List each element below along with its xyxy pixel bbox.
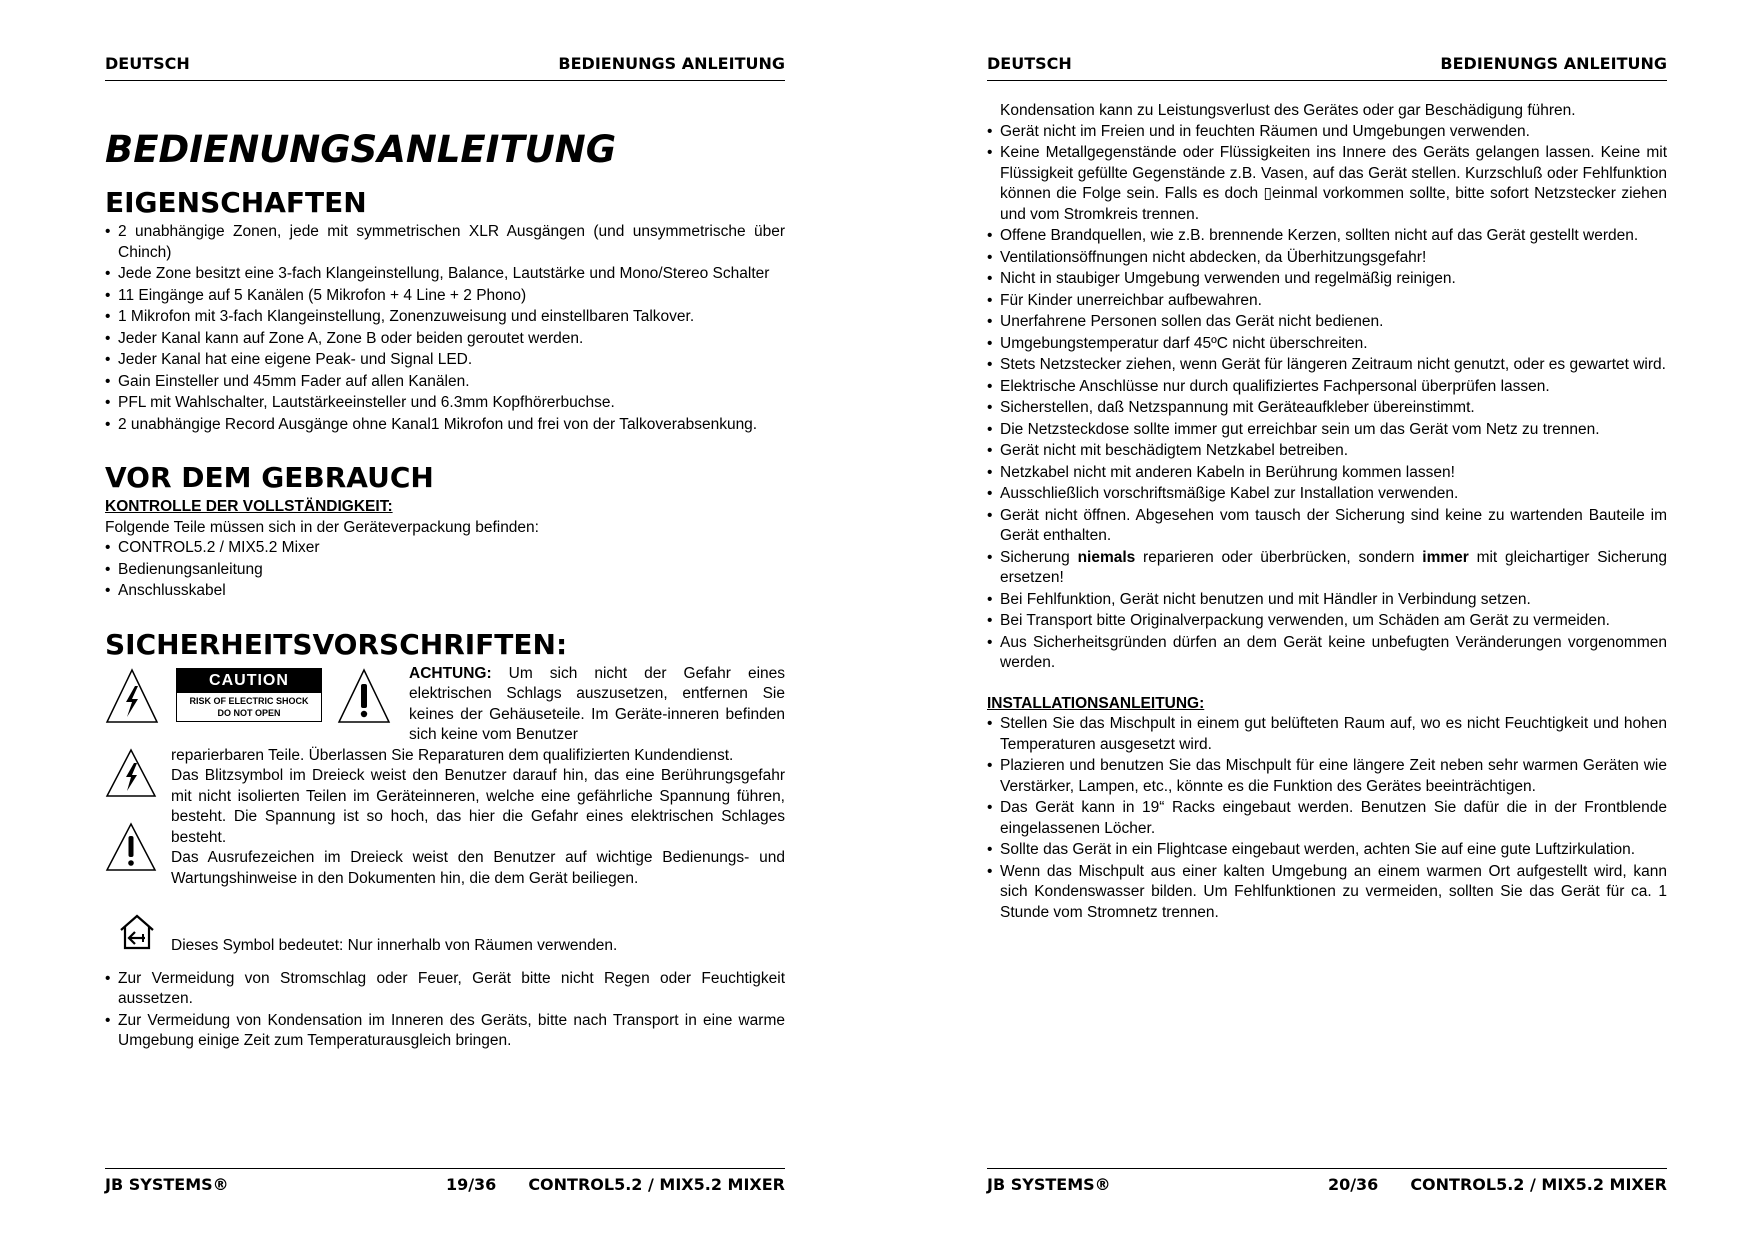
list-item: • 2 unabhängige Record Ausgänge ohne Kanal1 Mikrofon und frei von der Talkoverabsenkung.: [105, 415, 785, 436]
list-item: • Stets Netzstecker ziehen, wenn Gerät für längeren Zeitraum nicht genutzt, oder es gewartet wird.: [987, 355, 1667, 376]
fuse-text-always: immer: [1422, 548, 1469, 566]
list-item: • CONTROL5.2 / MIX5.2 Mixer: [105, 538, 785, 559]
footer-brand: JB SYSTEMS®: [987, 1174, 1111, 1194]
list-item: • PFL mit Wahlschalter, Lautstärkeeinsteller und 6.3mm Kopfhörerbuchse.: [105, 393, 785, 414]
header-doc-title: BEDIENUNGS ANLEITUNG: [558, 54, 785, 73]
header-language: DEUTSCH: [105, 54, 190, 73]
footer-product: CONTROL5.2 / MIX5.2 MIXER: [1410, 1174, 1667, 1194]
list-item: • Netzkabel nicht mit anderen Kabeln in Berührung kommen lassen!: [987, 463, 1667, 484]
exclamation-explanation: Das Ausrufezeichen im Dreieck weist den Benutzer auf wichtige Bedienungs- und Wartungshinweise in den Dokumenten hin, die dem Gerät beiliegen.: [171, 849, 785, 887]
caution-label: [176, 668, 322, 722]
fuse-text-e: mit gleichartiger Sicherung ersetzen!: [1000, 548, 1667, 586]
attention-text-b: reparierbaren Teile. Überlassen Sie Reparaturen dem qualifizierten Kundendienst.: [171, 746, 734, 764]
safety-heading: SICHERHEITSVORSCHRIFTEN:: [105, 627, 568, 661]
list-item: • Offene Brandquellen, wie z.B. brennende Kerzen, sollten nicht auf das Gerät gestellt werden.: [987, 226, 1667, 247]
list-item: • Bei Fehlfunktion, Gerät nicht benutzen und mit Händler in Verbindung setzen.: [987, 590, 1667, 611]
page-header: [105, 54, 785, 81]
list-item: • Jeder Kanal hat eine eigene Peak- und Signal LED.: [105, 350, 785, 371]
list-item: • Sollte das Gerät in ein Flightcase eingebaut werden, achten Sie auf eine gute Luftzirkulation.: [987, 840, 1667, 861]
features-list: [105, 222, 785, 435]
list-item: • Nicht in staubiger Umgebung verwenden und regelmäßig reinigen.: [987, 269, 1667, 290]
fuse-item: [987, 548, 1667, 589]
list-item: • 11 Eingänge auf 5 Kanälen (5 Mikrofon + 4 Line + 2 Phono): [105, 286, 785, 307]
exclamation-warning-icon: [337, 668, 391, 724]
symbol-explanations: [171, 746, 785, 890]
page-right: [987, 0, 1667, 1240]
list-item: • Elektrische Anschlüsse nur durch qualifiziertes Fachpersonal überprüfen lassen.: [987, 377, 1667, 398]
list-item: • Das Gerät kann in 19“ Racks eingebaut werden. Benutzen Sie dafür die in der Frontblende eingelassenen Löcher.: [987, 798, 1667, 839]
indoor-explanation: Dieses Symbol bedeutet: Nur innerhalb von Räumen verwenden.: [171, 936, 618, 954]
lightning-explanation: Das Blitzsymbol im Dreieck weist den Benutzer darauf hin, das eine Berührungsgefahr mit nicht isolierten Teilen im Geräteinneren, welche eine gefährliche Spannung führen, besteht. Die Spannung ist so hoch, das hier die Gefahr eines elektrischen Schlages besteht.: [171, 767, 785, 846]
list-item: • Bedienungsanleitung: [105, 560, 785, 581]
lightning-symbol-icon: [105, 748, 157, 798]
completeness-intro: Folgende Teile müssen sich in der Geräteverpackung befinden:: [105, 518, 539, 536]
header-doc-title: BEDIENUNGS ANLEITUNG: [1440, 54, 1667, 73]
list-item: • Gerät nicht im Freien und in feuchten Räumen und Umgebungen verwenden.: [987, 122, 1667, 143]
before-use-heading: VOR DEM GEBRAUCH: [105, 461, 434, 494]
footer-product: CONTROL5.2 / MIX5.2 MIXER: [528, 1174, 785, 1194]
completeness-subheading: KONTROLLE DER VOLLSTÄNDIGKEIT:: [105, 498, 393, 515]
continuation-text: Kondensation kann zu Leistungsverlust des Gerätes oder gar Beschädigung führen.: [1000, 102, 1576, 119]
indoor-symbol-text: [105, 936, 785, 957]
list-item: • Ventilationsöffnungen nicht abdecken, da Überhitzungsgefahr!: [987, 248, 1667, 269]
exclamation-symbol-icon: [105, 822, 157, 872]
caution-title: CAUTION: [177, 669, 321, 693]
list-item: • Jeder Kanal kann auf Zone A, Zone B oder beiden geroutet werden.: [105, 329, 785, 350]
installation-list: [987, 714, 1667, 923]
list-item: • Aus Sicherheitsgründen dürfen an dem Gerät keine unbefugten Veränderungen vorgenommen werden.: [987, 633, 1667, 674]
fuse-text-never: niemals: [1077, 548, 1136, 566]
list-item: • Zur Vermeidung von Stromschlag oder Feuer, Gerät bitte nicht Regen oder Feuchtigkeit aussetzen.: [105, 969, 785, 1010]
page-header: [987, 54, 1667, 81]
features-heading: EIGENSCHAFTEN: [105, 186, 367, 219]
footer-brand: JB SYSTEMS®: [105, 1174, 229, 1194]
footer-page-number: 20/36: [1327, 1174, 1379, 1194]
page-footer: [987, 1168, 1667, 1199]
list-item: • Wenn das Mischpult aus einer kalten Umgebung an einem warmen Ort aufgestellt wird, kann sich Kondenswasser bilden. Um Fehlfunktionen zu vermeiden, sollten Sie das Gerät für ca. 1 Stunde vom Stromnetz trennen.: [987, 862, 1667, 924]
fuse-text-a: Sicherung: [1000, 548, 1078, 566]
safety-block: [105, 664, 785, 969]
left-content: [105, 98, 785, 1053]
page-left: [105, 0, 785, 1240]
safety-list-left: [105, 969, 785, 1052]
list-item: • Unerfahrene Personen sollen das Gerät nicht bedienen.: [987, 312, 1667, 333]
installation-heading: INSTALLATIONSANLEITUNG:: [987, 694, 1205, 712]
attention-text: [409, 664, 785, 746]
list-item: • 1 Mikrofon mit 3-fach Klangeinstellung, Zonenzuweisung und einstellbaren Talkover.: [105, 307, 785, 328]
attention-label: ACHTUNG:: [409, 664, 492, 682]
list-item: • Die Netzsteckdose sollte immer gut erreichbar sein um das Gerät vom Netz zu trennen.: [987, 420, 1667, 441]
caution-line2: DO NOT OPEN: [217, 707, 281, 718]
list-item: • Ausschließlich vorschriftsmäßige Kabel zur Installation verwenden.: [987, 484, 1667, 505]
attention-text-a: Um sich nicht der Gefahr eines elektrischen Schlags auszusetzen, entfernen Sie keines der Gehäuseteile. Im Geräte-inneren befinden sich keine vom Benutzer: [409, 664, 785, 743]
list-item: • Keine Metallgegenstände oder Flüssigkeiten ins Innere des Geräts gelangen lassen. Keine mit Flüssigkeit gefüllte Gegenstände z.B. Vasen, auf das Gerät stellen. Kurzschluß oder Fehlfunktion können die Folge sein. Falls es doch ▯einmal vorkommen sollte, bitte sofort Netzstecker ziehen und vom Stromkreis trennen.: [987, 143, 1667, 225]
list-item: • Umgebungstemperatur darf 45ºC nicht überschreiten.: [987, 334, 1667, 355]
list-item: • Sicherstellen, daß Netzspannung mit Geräteaufkleber übereinstimmt.: [987, 398, 1667, 419]
right-content: [987, 101, 1667, 924]
list-item: • Gerät nicht mit beschädigtem Netzkabel betreiben.: [987, 441, 1667, 462]
caution-line1: RISK OF ELECTRIC SHOCK: [189, 695, 309, 706]
list-item: • Jede Zone besitzt eine 3-fach Klangeinstellung, Balance, Lautstärke und Mono/Stereo Schalter: [105, 264, 785, 285]
list-item: • Bei Transport bitte Originalverpackung verwenden, um Schäden am Gerät zu vermeiden.: [987, 611, 1667, 632]
list-item: • Anschlusskabel: [105, 581, 785, 602]
list-item: • 2 unabhängige Zonen, jede mit symmetrischen XLR Ausgängen (und unsymmetrische über Chinch): [105, 222, 785, 263]
page-footer: [105, 1168, 785, 1199]
lightning-warning-icon: [105, 668, 159, 724]
list-item: • Plazieren und benutzen Sie das Mischpult für eine längere Zeit neben sehr warmen Geräten wie Verstärker, Lampen, etc., könnte es die Funktion des Gerätes beeinträchtigen.: [987, 756, 1667, 797]
safety-list-right: [987, 122, 1667, 674]
page-title: BEDIENUNGSANLEITUNG: [105, 128, 617, 171]
list-item: • Zur Vermeidung von Kondensation im Inneren des Geräts, bitte nach Transport in eine warme Umgebung einige Zeit zum Temperaturausgleich bringen.: [105, 1011, 785, 1052]
list-item: • Stellen Sie das Mischpult in einem gut belüfteten Raum auf, wo es nicht Feuchtigkeit und hohen Temperaturen ausgesetzt wird.: [987, 714, 1667, 755]
list-item: • Gain Einsteller und 45mm Fader auf allen Kanälen.: [105, 372, 785, 393]
footer-page-number: 19/36: [445, 1174, 497, 1194]
package-list: [105, 538, 785, 602]
list-item: • Gerät nicht öffnen. Abgesehen vom tausch der Sicherung sind keine zu wartenden Bauteile im Gerät enthalten.: [987, 506, 1667, 547]
header-language: DEUTSCH: [987, 54, 1072, 73]
list-item: • Für Kinder unerreichbar aufbewahren.: [987, 291, 1667, 312]
fuse-text-c: reparieren oder überbrücken, sondern: [1135, 548, 1423, 566]
